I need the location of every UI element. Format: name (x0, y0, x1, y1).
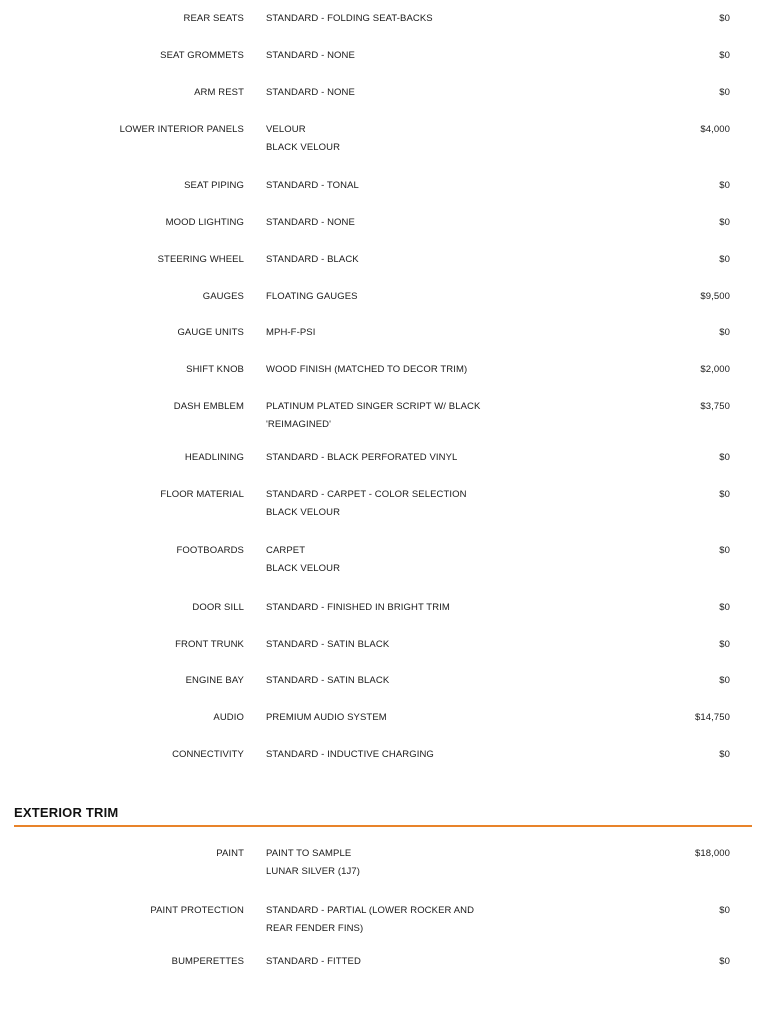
option-value-line: CARPET (266, 545, 306, 556)
option-value (266, 636, 501, 654)
section-title-exterior-trim: EXTERIOR TRIM (14, 805, 119, 820)
option-value (266, 746, 501, 764)
option-label: SEAT GROMMETS (160, 50, 244, 61)
option-value-line: FLOATING GAUGES (266, 291, 358, 302)
option-value (266, 672, 501, 690)
option-label: CONNECTIVITY (172, 749, 244, 760)
option-value (266, 10, 501, 28)
option-value (266, 47, 501, 65)
option-value-line: STANDARD - FINISHED IN BRIGHT TRIM (266, 602, 450, 613)
option-price: $0 (719, 602, 730, 613)
option-value-line: STANDARD - NONE (266, 217, 355, 228)
option-value-line: PAINT TO SAMPLE (266, 848, 352, 859)
option-price: $0 (719, 327, 730, 338)
option-price: $0 (719, 489, 730, 500)
option-label: BUMPERETTES (171, 956, 244, 967)
option-value (266, 251, 501, 269)
option-value-line: STANDARD - FITTED (266, 956, 361, 967)
option-label: REAR SEATS (183, 13, 244, 24)
option-value-line: BLACK VELOUR (266, 563, 341, 574)
option-value-line: MPH-F-PSI (266, 327, 316, 338)
option-value-line: STANDARD - CARPET - COLOR SELECTION (266, 489, 467, 500)
option-label: AUDIO (213, 712, 244, 723)
option-label: LOWER INTERIOR PANELS (119, 124, 244, 135)
option-value (266, 214, 501, 232)
option-value-line: PREMIUM AUDIO SYSTEM (266, 712, 387, 723)
option-price: $0 (719, 749, 730, 760)
option-value (266, 845, 501, 881)
option-price: $4,000 (700, 124, 730, 135)
option-price: $14,750 (694, 712, 730, 723)
option-price: $0 (719, 675, 730, 686)
option-value (266, 599, 501, 617)
option-value (266, 324, 501, 342)
option-value (266, 288, 501, 306)
option-price: $18,000 (694, 848, 730, 859)
option-price: $0 (719, 13, 730, 24)
option-value-line: BLACK VELOUR (266, 142, 341, 153)
option-value-line: STANDARD - PARTIAL (LOWER ROCKER AND REAR FENDER FINS) (266, 905, 475, 934)
option-price: $2,000 (700, 364, 730, 375)
option-price: $9,500 (700, 291, 730, 302)
option-label: ENGINE BAY (185, 675, 244, 686)
option-value-line: LUNAR SILVER (1J7) (266, 866, 361, 877)
option-label: SEAT PIPING (184, 180, 244, 191)
option-price: $0 (719, 180, 730, 191)
option-value-line: STANDARD - NONE (266, 50, 355, 61)
option-label: HEADLINING (184, 452, 244, 463)
option-value-line: STANDARD - SATIN BLACK (266, 639, 390, 650)
option-value-line: STANDARD - FOLDING SEAT-BACKS (266, 13, 433, 24)
option-value-line: WOOD FINISH (MATCHED TO DECOR TRIM) (266, 364, 468, 375)
option-label: FLOOR MATERIAL (160, 489, 244, 500)
option-label: STEERING WHEEL (157, 254, 244, 265)
option-value-line: BLACK VELOUR (266, 507, 341, 518)
option-price: $0 (719, 639, 730, 650)
option-label: ARM REST (194, 87, 244, 98)
option-value (266, 361, 501, 379)
option-value-line: STANDARD - BLACK (266, 254, 359, 265)
option-price: $0 (719, 50, 730, 61)
option-label: GAUGES (202, 291, 244, 302)
option-value-line: STANDARD - INDUCTIVE CHARGING (266, 749, 434, 760)
option-value (266, 398, 501, 434)
option-value-line: STANDARD - BLACK PERFORATED VINYL (266, 452, 458, 463)
option-value (266, 177, 501, 195)
option-price: $0 (719, 905, 730, 916)
option-label: FRONT TRUNK (175, 639, 244, 650)
option-price: $0 (719, 217, 730, 228)
option-label: SHIFT KNOB (186, 364, 244, 375)
option-price: $0 (719, 956, 730, 967)
option-value-line: STANDARD - NONE (266, 87, 355, 98)
option-price: $3,750 (700, 401, 730, 412)
option-value (266, 953, 501, 971)
option-value (266, 542, 501, 578)
option-value (266, 121, 501, 157)
option-price: $0 (719, 452, 730, 463)
option-label: FOOTBOARDS (176, 545, 244, 556)
option-value-line: STANDARD - TONAL (266, 180, 359, 191)
option-value (266, 84, 501, 102)
option-value-line: PLATINUM PLATED SINGER SCRIPT W/ BLACK 'REIMAGINED' (266, 401, 481, 430)
option-price: $0 (719, 87, 730, 98)
option-value (266, 902, 501, 938)
option-label: GAUGE UNITS (177, 327, 244, 338)
option-label: DOOR SILL (192, 602, 244, 613)
option-value (266, 486, 501, 522)
section-divider (14, 825, 752, 827)
option-value-line: VELOUR (266, 124, 306, 135)
option-value (266, 449, 501, 467)
option-label: MOOD LIGHTING (165, 217, 244, 228)
option-value-line: STANDARD - SATIN BLACK (266, 675, 390, 686)
option-label: PAINT PROTECTION (150, 905, 244, 916)
option-label: DASH EMBLEM (173, 401, 244, 412)
option-value (266, 709, 501, 727)
option-price: $0 (719, 254, 730, 265)
option-price: $0 (719, 545, 730, 556)
option-label: PAINT (216, 848, 244, 859)
